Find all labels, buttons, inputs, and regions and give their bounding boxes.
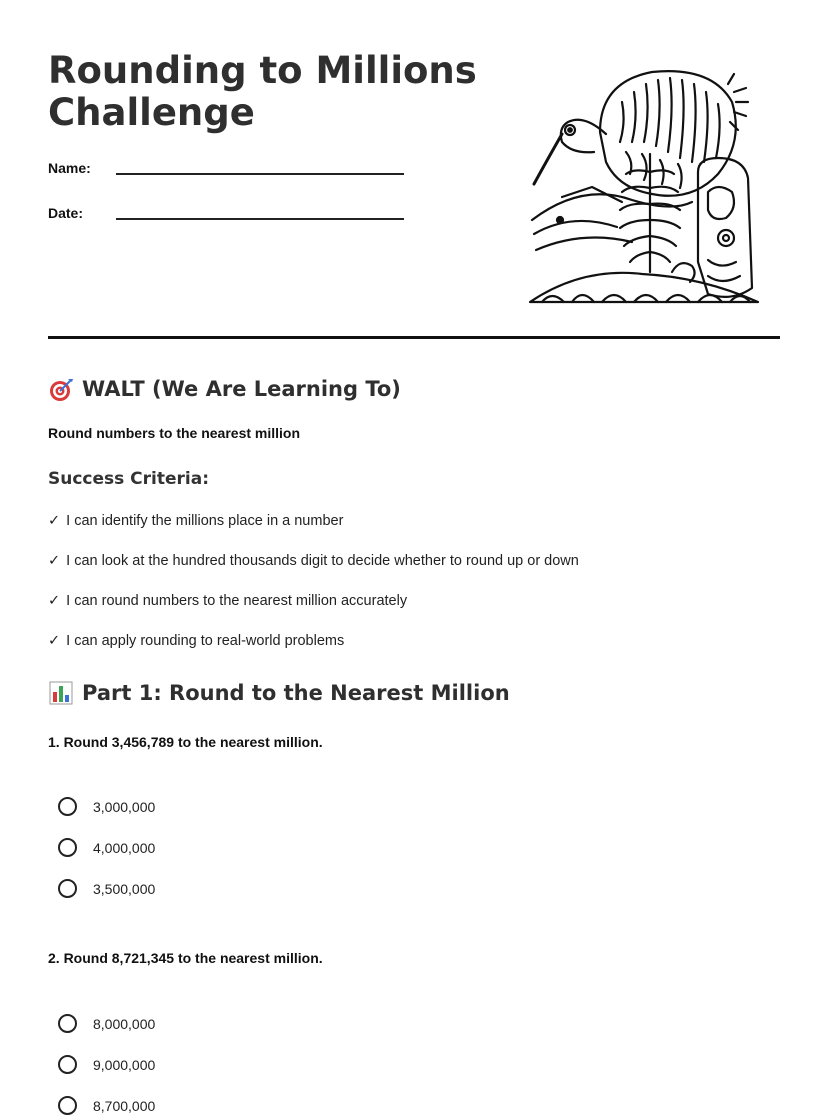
check-icon: ✓ (48, 553, 61, 569)
criteria-text: I can round numbers to the nearest million accurately (66, 593, 408, 609)
date-field[interactable] (48, 205, 83, 221)
option-label: 3,500,000 (93, 880, 156, 897)
option-label: 3,000,000 (93, 798, 156, 815)
success-criteria-heading: Success Criteria: (48, 469, 210, 489)
walt-heading-text: WALT (We Are Learning To) (82, 377, 401, 401)
q2-option-c[interactable] (58, 1096, 155, 1115)
option-label: 9,000,000 (93, 1056, 156, 1073)
part1-heading (48, 680, 510, 706)
walt-heading (48, 376, 401, 402)
option-label: 4,000,000 (93, 839, 156, 856)
q2-option-b[interactable] (58, 1055, 155, 1074)
name-line[interactable] (116, 173, 404, 175)
page-title (48, 50, 508, 134)
check-icon: ✓ (48, 513, 61, 529)
kiwi-illustration (522, 62, 766, 310)
q1-option-a[interactable] (58, 797, 155, 816)
q2-option-a[interactable] (58, 1014, 155, 1033)
date-label: Date: (48, 205, 84, 221)
criteria-text: I can apply rounding to real-world problems (66, 633, 345, 649)
option-label: 8,700,000 (93, 1097, 156, 1114)
title-line-1: Rounding to Millions (48, 49, 477, 92)
q1-option-c[interactable] (58, 879, 155, 898)
name-label: Name: (48, 160, 91, 176)
radio-button[interactable] (58, 797, 77, 816)
radio-button[interactable] (58, 1014, 77, 1033)
part1-heading-text: Part 1: Round to the Nearest Million (82, 681, 510, 705)
name-field[interactable] (48, 160, 91, 176)
q1-option-b[interactable] (58, 838, 155, 857)
title-line-2: Challenge (48, 91, 255, 134)
criteria-text: I can identify the millions place in a number (66, 513, 344, 529)
option-label: 8,000,000 (93, 1015, 156, 1032)
bar-chart-icon (48, 680, 74, 706)
question-2: 2. Round 8,721,345 to the nearest million. (48, 950, 323, 966)
target-icon (48, 376, 74, 402)
criteria-item (48, 633, 344, 649)
check-icon: ✓ (48, 633, 61, 649)
section-divider (48, 336, 780, 339)
date-line[interactable] (116, 218, 404, 220)
radio-button[interactable] (58, 1055, 77, 1074)
walt-statement: Round numbers to the nearest million (48, 425, 301, 441)
criteria-item (48, 593, 407, 609)
criteria-item (48, 513, 343, 529)
criteria-text: I can look at the hundred thousands digit to decide whether to round up or down (66, 553, 579, 569)
radio-button[interactable] (58, 1096, 77, 1115)
radio-button[interactable] (58, 879, 77, 898)
question-1: 1. Round 3,456,789 to the nearest million. (48, 734, 323, 750)
check-icon: ✓ (48, 593, 61, 609)
radio-button[interactable] (58, 838, 77, 857)
criteria-item (48, 553, 579, 569)
